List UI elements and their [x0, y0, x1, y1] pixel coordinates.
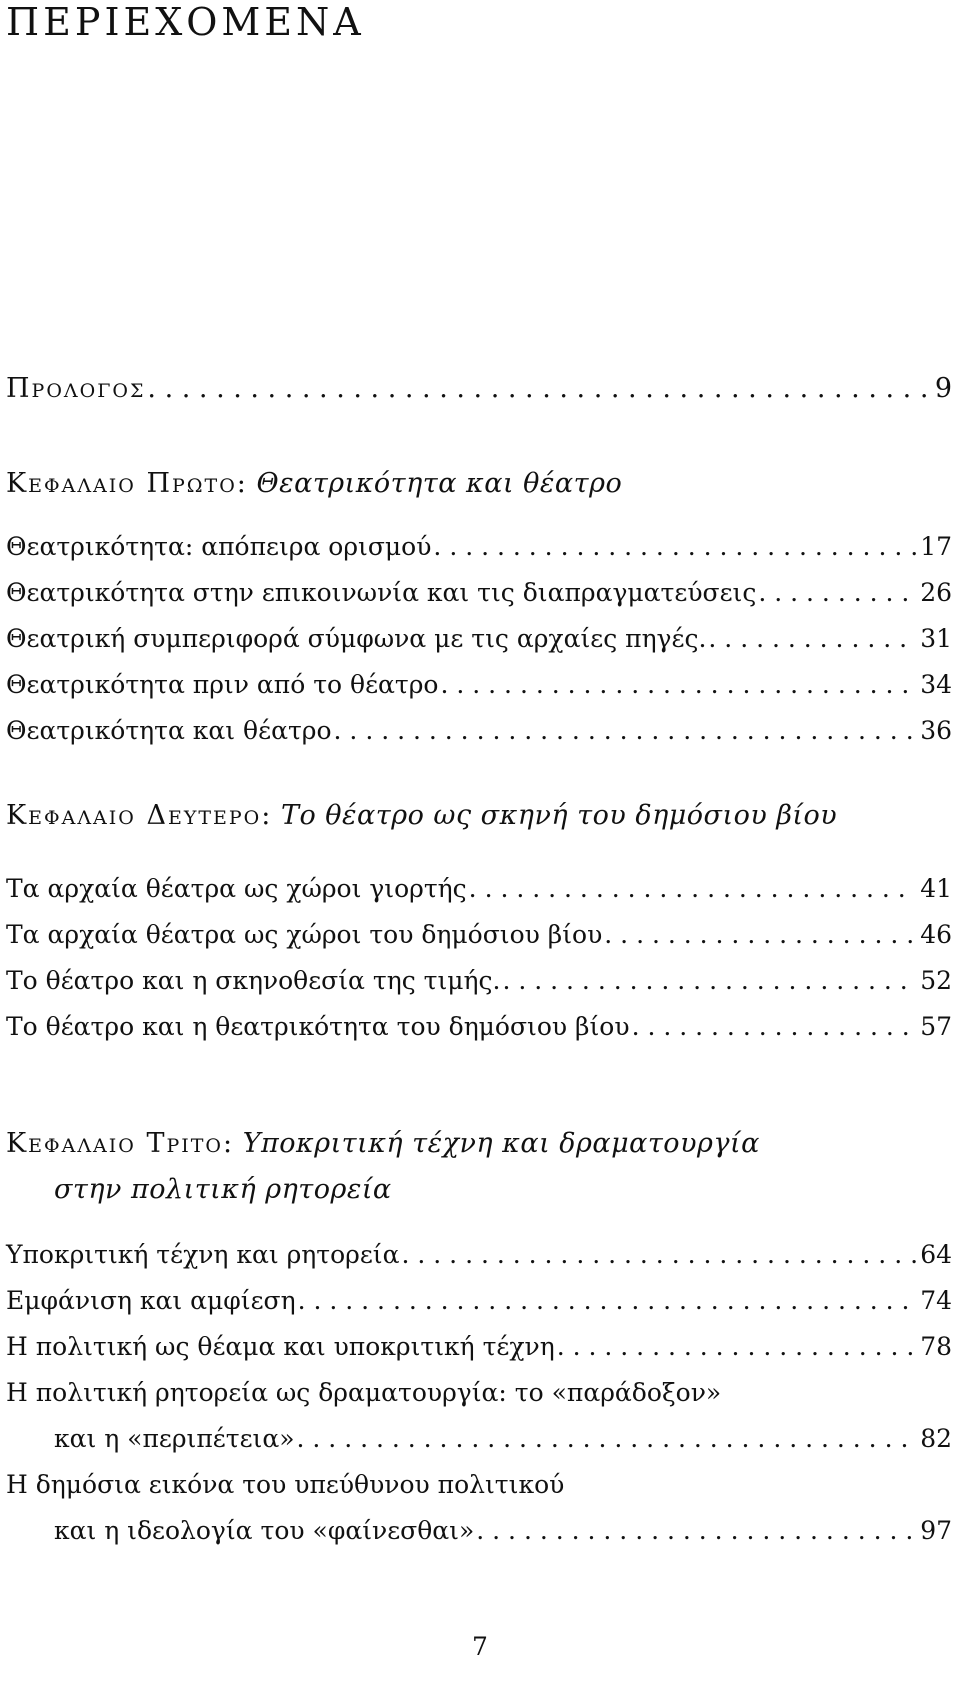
entry-page: 9: [934, 373, 952, 404]
dot-leader: [469, 872, 917, 906]
entry-title: Η πολιτική ρητορεία ως δραματουργία: το «παράδοξον»: [6, 1378, 722, 1407]
toc-entry-prologue[interactable]: [6, 372, 952, 406]
entry-title: Η πολιτική ως θέαμα και υποκριτική τέχνη: [6, 1332, 555, 1361]
toc-entry[interactable]: [6, 1010, 952, 1044]
toc-entry[interactable]: [6, 622, 952, 656]
chapter-heading-1: [6, 466, 952, 502]
entry-page: 17: [920, 532, 952, 561]
toc-entry[interactable]: [6, 1330, 952, 1364]
chapter-heading-2: [6, 798, 952, 834]
entry-page: 74: [920, 1286, 952, 1315]
entry-title: Η δημόσια εικόνα του υπεύθυνου πολιτικού: [6, 1470, 565, 1499]
toc-entry[interactable]: [6, 964, 952, 998]
dot-leader: [758, 576, 916, 610]
entry-page: 97: [920, 1516, 952, 1545]
page-title: ΠΕΡΙΕΧΟΜΕΝΑ: [6, 0, 365, 44]
entry-page: 34: [920, 670, 952, 699]
toc-entry[interactable]: [6, 1238, 952, 1272]
dot-leader: [402, 1238, 917, 1272]
chapter-label: Κεφαλαιο Δευτερο:: [6, 800, 273, 831]
chapter-heading-3: [6, 1126, 952, 1162]
chapter-subtitle: Υποκριτική τέχνη και δραματουργία: [242, 1128, 760, 1159]
entry-title: Προλογος: [6, 373, 146, 404]
chapter-heading-3-continued: [54, 1172, 960, 1208]
entry-page: 57: [920, 1012, 952, 1041]
dot-leader: [147, 372, 930, 406]
dot-leader: [334, 714, 917, 748]
entry-page: 41: [920, 874, 952, 903]
toc-entry[interactable]: [6, 530, 952, 564]
entry-page: 64: [920, 1240, 952, 1269]
toc-entry[interactable]: [6, 576, 952, 610]
entry-page: 36: [920, 716, 952, 745]
entry-page: 78: [920, 1332, 952, 1361]
entry-title: Θεατρικότητα πριν από το θέατρο: [6, 670, 439, 699]
dot-leader: [476, 1514, 916, 1548]
chapter-label: Κεφαλαιο Πρωτο:: [6, 468, 248, 499]
dot-leader: [298, 1284, 917, 1318]
entry-page: 26: [920, 578, 952, 607]
dot-leader: [440, 668, 916, 702]
dot-leader: [604, 918, 916, 952]
toc-entry[interactable]: [6, 872, 952, 906]
entry-title: Το θέατρο και η θεατρικότητα του δημόσιου βίου: [6, 1012, 630, 1041]
toc-entry[interactable]: [6, 1468, 952, 1502]
entry-page: 31: [920, 624, 952, 653]
entry-page: 82: [920, 1424, 952, 1453]
toc-entry[interactable]: [6, 668, 952, 702]
toc-entry[interactable]: [6, 1376, 952, 1410]
dot-leader: [433, 530, 916, 564]
dot-leader: [708, 622, 916, 656]
toc-entry-continued[interactable]: [54, 1514, 952, 1548]
chapter-subtitle: Το θέατρο ως σκηνή του δημόσιου βίου: [280, 800, 838, 831]
toc-entry[interactable]: [6, 714, 952, 748]
entry-title: Το θέατρο και η σκηνοθεσία της τιμής.: [6, 966, 501, 995]
entry-title: Θεατρικότητα: απόπειρα ορισμού: [6, 532, 432, 561]
dot-leader: [502, 964, 916, 998]
page-number: 7: [472, 1632, 488, 1661]
entry-title: Εμφάνιση και αμφίεση: [6, 1286, 296, 1315]
chapter-label: Κεφαλαιο Τριτο:: [6, 1128, 235, 1159]
entry-title: Υποκριτική τέχνη και ρητορεία: [6, 1240, 400, 1269]
entry-title: Θεατρική συμπεριφορά σύμφωνα με τις αρχαίες πηγές.: [6, 624, 707, 653]
toc-entry[interactable]: [6, 918, 952, 952]
dot-leader: [632, 1010, 917, 1044]
chapter-subtitle-continued: στην πολιτική ρητορεία: [54, 1174, 392, 1205]
entry-page: 46: [920, 920, 952, 949]
entry-title: Θεατρικότητα στην επικοινωνία και τις διαπραγματεύσεις: [6, 578, 757, 607]
entry-title: Τα αρχαία θέατρα ως χώροι γιορτής: [6, 874, 467, 903]
dot-leader: [557, 1330, 916, 1364]
chapter-subtitle: Θεατρικότητα και θέατρο: [256, 468, 623, 499]
toc-entry[interactable]: [6, 1284, 952, 1318]
entry-title: Τα αρχαία θέατρα ως χώροι του δημόσιου βίου: [6, 920, 603, 949]
entry-title-continued: και η ιδεολογία του «φαίνεσθαι»: [54, 1516, 475, 1545]
entry-page: 52: [920, 966, 952, 995]
entry-title: Θεατρικότητα και θέατρο: [6, 716, 332, 745]
toc-entry-continued[interactable]: [54, 1422, 952, 1456]
dot-leader: [297, 1422, 917, 1456]
entry-title-continued: και η «περιπέτεια»: [54, 1424, 295, 1453]
